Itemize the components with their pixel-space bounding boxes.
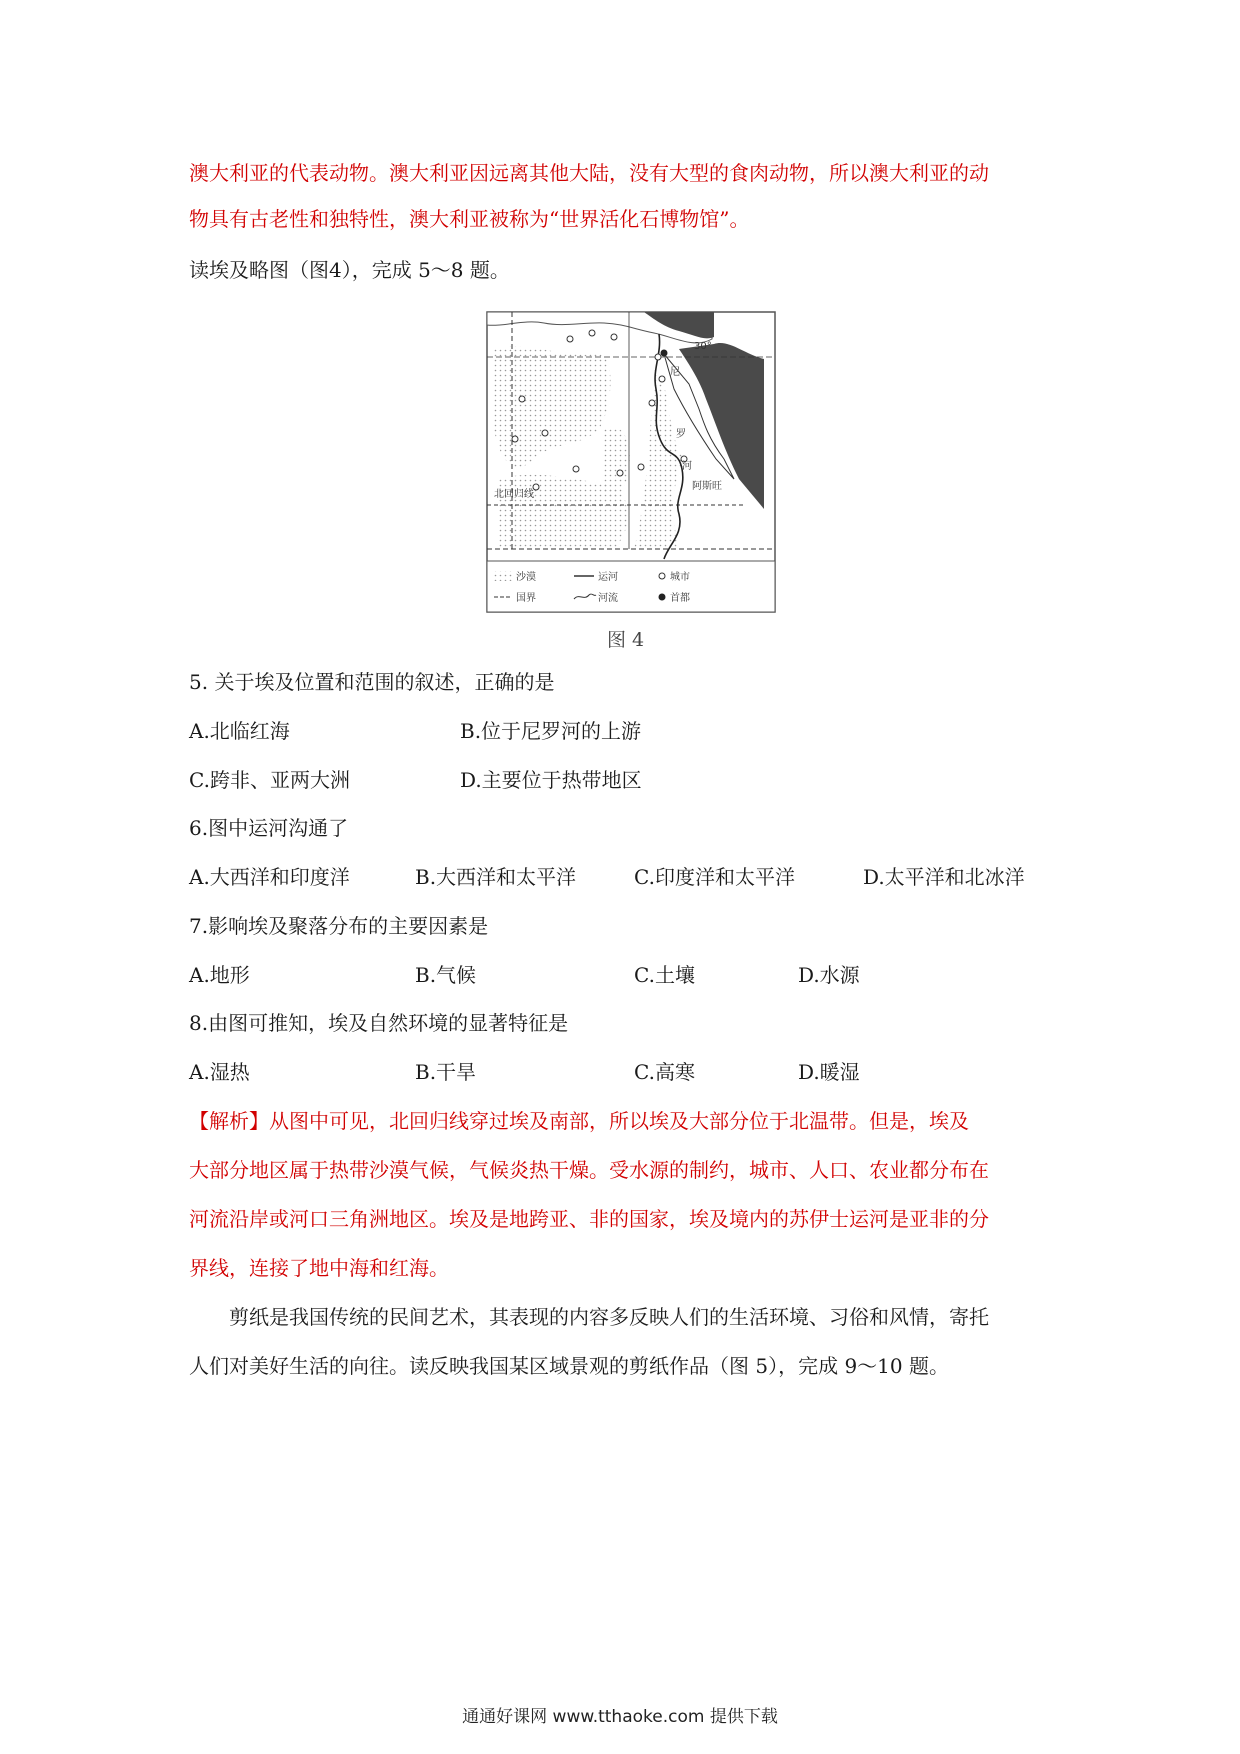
option: C.印度洋和太平洋 <box>634 865 795 889</box>
figure-caption: 图 4 <box>607 629 645 651</box>
intro-text: 读埃及略图（图4），完成 5～8 题。 <box>189 258 510 282</box>
option: A.大西洋和印度洋 <box>189 865 350 889</box>
egypt-map-figure <box>484 309 778 615</box>
egypt-map <box>484 309 778 615</box>
legend-desert: 沙漠 <box>516 572 536 583</box>
analysis-line: 大部分地区属于热带沙漠气候，气候炎热干燥。受水源的制约，城市、人口、农业都分布在 <box>189 1158 989 1182</box>
option: D.水源 <box>798 963 860 987</box>
latitude-label: 30° <box>694 341 712 352</box>
question-stem: 8.由图可推知，埃及自然环境的显著特征是 <box>189 1011 569 1035</box>
legend-canal: 运河 <box>598 572 618 583</box>
nile-label: 尼 <box>670 367 680 378</box>
luo-label: 罗 <box>676 429 686 440</box>
option: D.主要位于热带地区 <box>460 768 642 792</box>
option: C.高寒 <box>634 1060 695 1084</box>
legend-capital: 首都 <box>670 593 690 604</box>
page-footer: 通通好课网 www.tthaoke.com 提供下载 <box>462 1707 778 1727</box>
legend-river: 河流 <box>598 593 618 604</box>
option: D.太平洋和北冰洋 <box>863 865 1025 889</box>
option: A.北临红海 <box>189 719 290 743</box>
option: A.湿热 <box>189 1060 250 1084</box>
paragraph-line: 物具有古老性和独特性，澳大利亚被称为“世界活化石博物馆”。 <box>189 207 750 231</box>
option: D.暖湿 <box>798 1060 860 1084</box>
analysis-line: 【解析】从图中可见，北回归线穿过埃及南部，所以埃及大部分位于北温带。但是，埃及 <box>189 1109 969 1133</box>
legend-city: 城市 <box>670 572 690 583</box>
option: B.干旱 <box>415 1060 477 1084</box>
paragraph-line: 澳大利亚的代表动物。澳大利亚因远离其他大陆，没有大型的食肉动物，所以澳大利亚的动 <box>189 161 989 185</box>
legend-border: 国界 <box>516 593 536 604</box>
option: C.土壤 <box>634 963 695 987</box>
analysis-line: 河流沿岸或河口三角洲地区。埃及是地跨亚、非的国家，埃及境内的苏伊士运河是亚非的分 <box>189 1207 989 1231</box>
option: B.位于尼罗河的上游 <box>460 719 642 743</box>
question-stem: 5. 关于埃及位置和范围的叙述，正确的是 <box>189 670 555 694</box>
aswan-label: 阿斯旺 <box>692 481 722 492</box>
option: B.气候 <box>415 963 477 987</box>
option: B.大西洋和太平洋 <box>415 865 577 889</box>
question-stem: 7.影响埃及聚落分布的主要因素是 <box>189 914 489 938</box>
analysis-line: 界线，连接了地中海和红海。 <box>189 1256 449 1280</box>
paragraph-line: 剪纸是我国传统的民间艺术，其表现的内容多反映人们的生活环境、习俗和风情，寄托 <box>229 1305 989 1329</box>
paragraph-line: 人们对美好生活的向往。读反映我国某区域景观的剪纸作品（图 5），完成 9～10 题。 <box>189 1354 949 1378</box>
he-label: 河 <box>682 461 692 472</box>
question-stem: 6.图中运河沟通了 <box>189 816 349 840</box>
option: A.地形 <box>189 963 250 987</box>
tropic-label: 北回归线 <box>494 489 534 500</box>
option: C.跨非、亚两大洲 <box>189 768 350 792</box>
